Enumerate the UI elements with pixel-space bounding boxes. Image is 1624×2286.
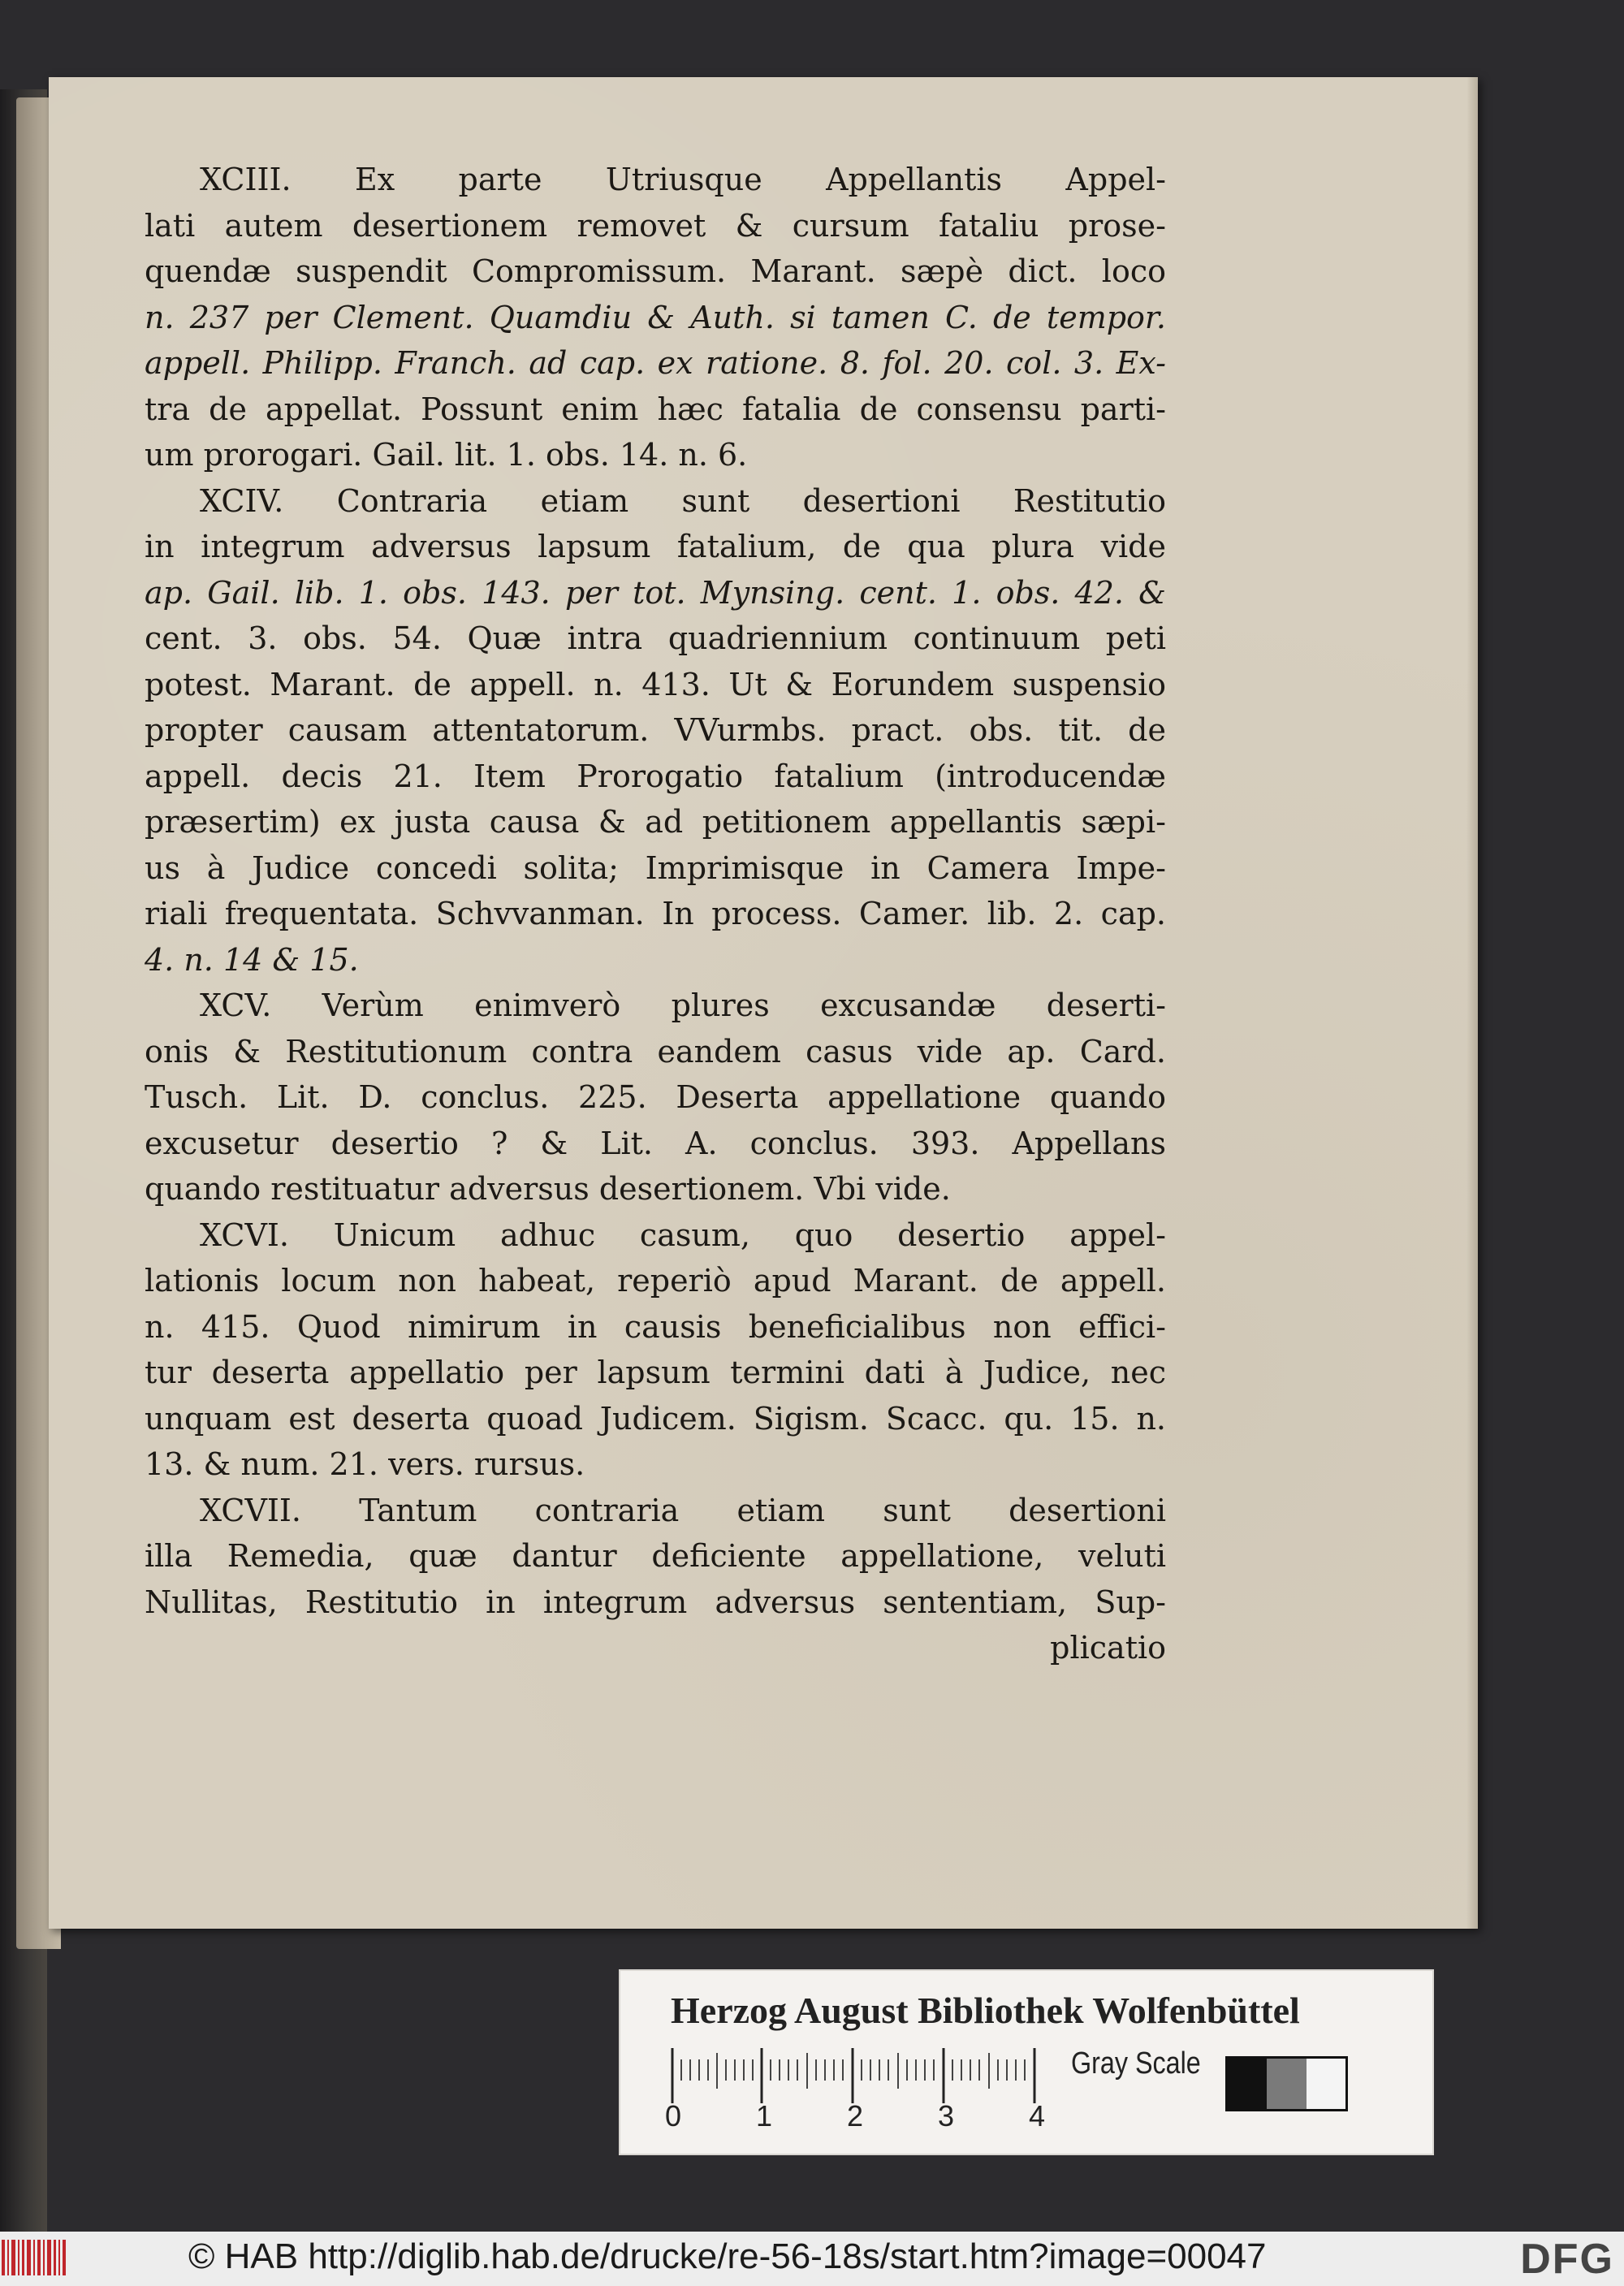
text-line: XCIV. Contraria etiam sunt desertioni Restitutio xyxy=(200,482,1166,519)
text-line: unquam est deserta quoad Judicem. Sigism. Scacc. qu. 15. n. xyxy=(145,1400,1166,1437)
text-line: quendæ suspendit Compromissum. Marant. sæpè dict. loco xyxy=(145,253,1166,289)
text-line: præsertim) ex justa causa & ad petitionem appellantis sæpi- xyxy=(145,804,1166,840)
text-line: 13. & num. 21. vers. rursus. xyxy=(145,1446,585,1482)
ruler-number: 1 xyxy=(756,2099,773,2133)
gray-swatch-light xyxy=(1307,2059,1345,2109)
text-line: quando restituatur adversus desertionem. Vbi vide. xyxy=(145,1171,951,1207)
ruler-number: 4 xyxy=(1029,2099,1046,2133)
ruler xyxy=(671,2048,1093,2105)
text-line: cent. 3. obs. 54. Quæ intra quadriennium continuum peti xyxy=(145,620,1166,656)
catchword: plicatio xyxy=(1050,1630,1166,1666)
text-line: tra de appellat. Possunt enim hæc fatalia de consensu parti- xyxy=(145,391,1166,427)
gray-scale-swatches xyxy=(1225,2056,1348,2111)
text-line: um prorogari. Gail. lit. 1. obs. 14. n. 6. xyxy=(145,437,748,473)
text-line: XCVI. Unicum adhuc casum, quo desertio appel- xyxy=(200,1216,1166,1253)
text-line: n. 415. Quod nimirum in causis beneficialibus non effici- xyxy=(145,1308,1166,1345)
footer-bar xyxy=(0,2232,1624,2286)
library-name: Herzog August Bibliothek Wolfenbüttel xyxy=(671,1990,1300,2031)
text-line: excusetur desertio ? & Lit. A. conclus. 393. Appellans xyxy=(145,1125,1166,1161)
text-line: tur deserta appellatio per lapsum termini dati à Judice, nec xyxy=(145,1355,1166,1390)
page-text xyxy=(145,157,1166,1671)
text-line: propter causam attentatorum. VVurmbs. pract. obs. tit. de xyxy=(145,712,1166,748)
ruler-number: 2 xyxy=(847,2099,864,2133)
page-edge-shadow xyxy=(1466,77,1478,1929)
text-line: onis & Restitutionum contra eandem casus vide ap. Card. xyxy=(145,1033,1166,1070)
text-line: ap. Gail. lib. 1. obs. 143. per tot. Mynsing. cent. 1. obs. 42. & xyxy=(145,574,1166,611)
dfg-logo: DFG xyxy=(1520,2236,1614,2283)
text-line: XCIII. Ex parte Utriusque Appellantis Appel- xyxy=(200,162,1166,197)
text-line: Tusch. Lit. D. conclus. 225. Deserta appellatione quando xyxy=(145,1079,1166,1115)
ruler-number: 3 xyxy=(938,2099,955,2133)
gray-swatch-dark xyxy=(1228,2059,1267,2109)
text-line: XCV. Verùm enimverò plures excusandæ deserti- xyxy=(200,987,1166,1023)
text-line: appell. Philipp. Franch. ad cap. ex ratione. 8. fol. 20. col. 3. Ex- xyxy=(145,345,1166,381)
ruler-ticks xyxy=(671,2048,1093,2105)
text-line: n. 237 per Clement. Quamdiu & Auth. si tamen C. de tempor. xyxy=(145,299,1166,335)
text-line: appell. decis 21. Item Prorogatio fatalium (introducendæ xyxy=(145,758,1166,794)
copyright-url: © HAB http://diglib.hab.de/drucke/re-56-18s/start.htm?image=00047 xyxy=(188,2236,1267,2276)
book-page xyxy=(49,77,1478,1929)
text-line: potest. Marant. de appell. n. 413. Ut & Eorundem suspensio xyxy=(145,666,1166,702)
library-label-card xyxy=(619,1969,1434,2155)
text-line: 4. n. 14 & 15. xyxy=(145,941,359,978)
text-line: XCVII. Tantum contraria etiam sunt desertioni xyxy=(200,1492,1166,1528)
text-line: riali frequentata. Schvvanman. In process. Camer. lib. 2. cap. xyxy=(145,896,1166,931)
text-line: illa Remedia, quæ dantur deficiente appellatione, veluti xyxy=(145,1538,1166,1574)
text-line: lati autem desertionem removet & cursum fataliu prose- xyxy=(145,207,1166,244)
text-line: lationis locum non habeat, reperiò apud Marant. de appell. xyxy=(145,1263,1166,1299)
gray-swatch-mid xyxy=(1267,2059,1306,2109)
text-line: us à Judice concedi solita; Imprimisque in Camera Impe- xyxy=(145,849,1166,886)
gray-scale-label: Gray Scale xyxy=(1071,2046,1201,2081)
text-line: in integrum adversus lapsum fatalium, de qua plura vide xyxy=(145,529,1166,564)
ruler-number: 0 xyxy=(665,2099,682,2133)
text-line: Nullitas, Restitutio in integrum adversus sententiam, Sup- xyxy=(145,1584,1166,1620)
barcode-icon xyxy=(0,2236,68,2279)
